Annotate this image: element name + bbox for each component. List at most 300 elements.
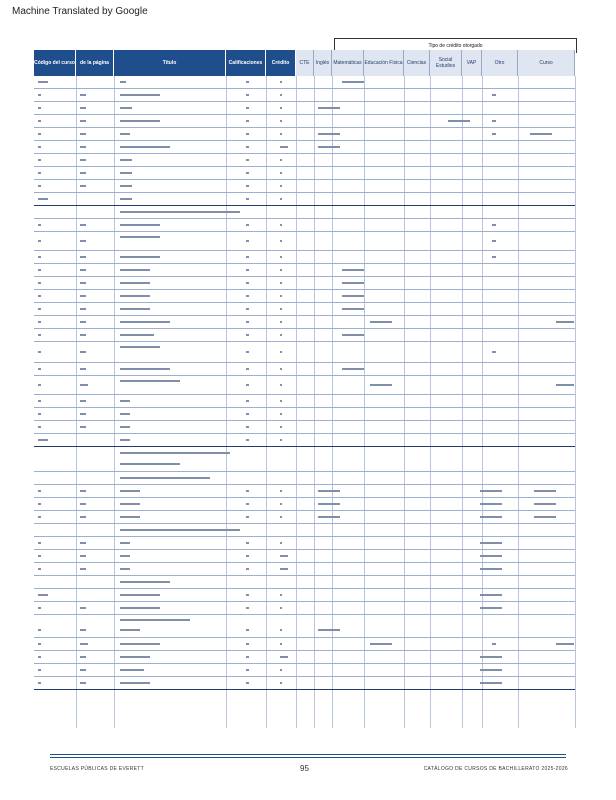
page-number: 95 (300, 764, 309, 773)
table-row (34, 511, 575, 524)
illegible-text-mark (120, 682, 150, 684)
illegible-text-mark (80, 120, 86, 122)
illegible-text-mark (120, 477, 210, 479)
illegible-text-mark (492, 94, 496, 96)
illegible-text-mark (246, 334, 249, 336)
illegible-text-mark (38, 308, 41, 310)
illegible-text-mark (120, 380, 180, 382)
illegible-text-mark (280, 542, 282, 544)
illegible-text-mark (246, 682, 249, 684)
section-heading-row (34, 206, 575, 219)
illegible-text-mark (280, 256, 282, 258)
illegible-text-mark (120, 198, 132, 200)
illegible-text-mark (38, 107, 41, 109)
illegible-text-mark (80, 656, 86, 658)
illegible-text-mark (38, 224, 41, 226)
illegible-text-mark (38, 426, 41, 428)
illegible-text-mark (120, 107, 132, 109)
col-ingles: Inglés (314, 50, 332, 76)
illegible-text-mark (246, 351, 249, 353)
table-row (34, 550, 575, 563)
illegible-text-mark (38, 321, 41, 323)
table-row (34, 421, 575, 434)
illegible-text-mark (246, 607, 249, 609)
illegible-text-mark (280, 503, 282, 505)
illegible-text-mark (246, 282, 249, 284)
table-row (34, 290, 575, 303)
col-vap: VAP (462, 50, 482, 76)
grid-line (575, 76, 576, 728)
illegible-text-mark (280, 133, 282, 135)
illegible-text-mark (246, 240, 249, 242)
illegible-text-mark (246, 643, 249, 645)
illegible-text-mark (120, 452, 230, 454)
col-ciencias: Ciencias (404, 50, 430, 76)
illegible-text-mark (80, 368, 86, 370)
illegible-text-mark (80, 185, 86, 187)
illegible-text-mark (120, 256, 160, 258)
illegible-text-mark (280, 682, 282, 684)
illegible-text-mark (280, 172, 282, 174)
illegible-text-mark (120, 269, 150, 271)
illegible-text-mark (120, 368, 170, 370)
illegible-text-mark (120, 607, 160, 609)
col-cte: CTE (296, 50, 314, 76)
illegible-text-mark (38, 368, 41, 370)
table-row (34, 76, 575, 89)
illegible-text-mark (280, 516, 282, 518)
illegible-text-mark (342, 269, 364, 271)
illegible-text-mark (120, 236, 160, 238)
table-row (34, 251, 575, 264)
illegible-text-mark (448, 120, 470, 122)
illegible-text-mark (80, 516, 86, 518)
table-row (34, 638, 575, 651)
illegible-text-mark (120, 439, 130, 441)
table-row (34, 651, 575, 664)
illegible-text-mark (246, 120, 249, 122)
illegible-text-mark (280, 607, 282, 609)
illegible-text-mark (246, 159, 249, 161)
illegible-text-mark (38, 656, 41, 658)
illegible-text-mark (38, 133, 41, 135)
illegible-text-mark (120, 542, 130, 544)
illegible-text-mark (280, 198, 282, 200)
illegible-text-mark (342, 368, 364, 370)
illegible-text-mark (280, 400, 282, 402)
illegible-text-mark (80, 607, 86, 609)
illegible-text-mark (480, 555, 502, 557)
illegible-text-mark (80, 334, 86, 336)
illegible-text-mark (280, 94, 282, 96)
illegible-text-mark (120, 656, 150, 658)
table-row (34, 102, 575, 115)
illegible-text-mark (246, 94, 249, 96)
illegible-text-mark (246, 542, 249, 544)
illegible-text-mark (80, 568, 86, 570)
illegible-text-mark (370, 321, 392, 323)
col-matematicas: Matemáticas (332, 50, 364, 76)
illegible-text-mark (280, 568, 288, 570)
illegible-text-mark (480, 490, 502, 492)
table-row (34, 154, 575, 167)
illegible-text-mark (246, 133, 249, 135)
illegible-text-mark (480, 594, 502, 596)
illegible-text-mark (120, 629, 140, 631)
table-row (34, 115, 575, 128)
illegible-text-mark (246, 146, 249, 148)
table-row (34, 498, 575, 511)
illegible-text-mark (280, 413, 282, 415)
illegible-text-mark (38, 120, 41, 122)
illegible-text-mark (38, 400, 41, 402)
illegible-text-mark (120, 669, 144, 671)
illegible-text-mark (120, 346, 160, 348)
illegible-text-mark (246, 321, 249, 323)
illegible-text-mark (318, 516, 340, 518)
illegible-text-mark (280, 282, 282, 284)
illegible-text-mark (120, 503, 140, 505)
illegible-text-mark (80, 224, 86, 226)
illegible-text-mark (480, 503, 502, 505)
illegible-text-mark (120, 463, 180, 465)
illegible-text-mark (280, 490, 282, 492)
illegible-text-mark (80, 426, 86, 428)
illegible-text-mark (480, 542, 502, 544)
illegible-text-mark (38, 159, 41, 161)
col-otro: Otro (482, 50, 518, 76)
illegible-text-mark (480, 516, 502, 518)
illegible-text-mark (370, 643, 392, 645)
illegible-text-mark (280, 107, 282, 109)
col-educacion-fisica: Educación Física (364, 50, 404, 76)
illegible-text-mark (80, 269, 86, 271)
illegible-text-mark (246, 669, 249, 671)
course-table (34, 28, 580, 740)
illegible-text-mark (38, 413, 41, 415)
col-curso: Curso (518, 50, 575, 76)
illegible-text-mark (120, 211, 240, 213)
illegible-text-mark (80, 682, 86, 684)
illegible-text-mark (80, 490, 86, 492)
illegible-text-mark (120, 413, 130, 415)
illegible-text-mark (280, 368, 282, 370)
col-calificaciones: Calificaciones (226, 50, 266, 76)
illegible-text-mark (280, 629, 282, 631)
illegible-text-mark (492, 133, 496, 135)
illegible-text-mark (80, 542, 86, 544)
illegible-text-mark (38, 185, 41, 187)
illegible-text-mark (38, 643, 41, 645)
illegible-text-mark (246, 426, 249, 428)
illegible-text-mark (246, 629, 249, 631)
illegible-text-mark (280, 321, 282, 323)
illegible-text-mark (370, 384, 392, 386)
illegible-text-mark (480, 656, 502, 658)
illegible-text-mark (120, 81, 126, 83)
illegible-text-mark (246, 308, 249, 310)
illegible-text-mark (120, 516, 140, 518)
table-row (34, 677, 575, 690)
table-row (34, 408, 575, 421)
illegible-text-mark (120, 120, 160, 122)
illegible-text-mark (246, 594, 249, 596)
credit-type-group-header: Tipo de crédito otorgado (334, 38, 577, 53)
illegible-text-mark (280, 384, 282, 386)
illegible-text-mark (280, 224, 282, 226)
illegible-text-mark (246, 185, 249, 187)
illegible-text-mark (80, 256, 86, 258)
illegible-text-mark (492, 224, 496, 226)
illegible-text-mark (120, 581, 170, 583)
illegible-text-mark (38, 351, 41, 353)
illegible-text-mark (38, 594, 48, 596)
col-titulo: Título (114, 50, 226, 76)
illegible-text-mark (318, 490, 340, 492)
illegible-text-mark (38, 503, 41, 505)
illegible-text-mark (246, 198, 249, 200)
illegible-text-mark (80, 351, 86, 353)
illegible-text-mark (120, 334, 154, 336)
footer-rule (50, 754, 566, 755)
illegible-text-mark (280, 351, 282, 353)
footer-rule (50, 757, 566, 758)
illegible-text-mark (120, 619, 190, 621)
table-row (34, 589, 575, 602)
illegible-text-mark (80, 321, 86, 323)
illegible-text-mark (38, 439, 48, 441)
illegible-text-mark (318, 629, 340, 631)
col-pagina: de la página (76, 50, 114, 76)
illegible-text-mark (80, 159, 86, 161)
illegible-text-mark (342, 295, 364, 297)
illegible-text-mark (38, 490, 41, 492)
illegible-text-mark (280, 308, 282, 310)
illegible-text-mark (80, 107, 86, 109)
illegible-text-mark (120, 133, 130, 135)
illegible-text-mark (38, 295, 41, 297)
illegible-text-mark (280, 120, 282, 122)
illegible-text-mark (38, 269, 41, 271)
machine-translated-banner: Machine Translated by Google (12, 6, 148, 17)
table-row (34, 219, 575, 232)
illegible-text-mark (280, 269, 282, 271)
illegible-text-mark (120, 643, 160, 645)
table-row (34, 89, 575, 102)
illegible-text-mark (80, 308, 86, 310)
illegible-text-mark (80, 282, 86, 284)
illegible-text-mark (246, 516, 249, 518)
table-row (34, 316, 575, 329)
illegible-text-mark (556, 384, 574, 386)
illegible-text-mark (120, 146, 170, 148)
col-codigo: Código del curso (34, 50, 76, 76)
illegible-text-mark (120, 426, 130, 428)
illegible-text-mark (280, 146, 288, 148)
illegible-text-mark (492, 120, 496, 122)
table-row (34, 232, 575, 251)
illegible-text-mark (38, 384, 41, 386)
illegible-text-mark (120, 400, 130, 402)
illegible-text-mark (280, 669, 282, 671)
illegible-text-mark (280, 656, 288, 658)
section-heading-row (34, 615, 575, 638)
illegible-text-mark (280, 555, 288, 557)
footer-catalog-title: CATÁLOGO DE CURSOS DE BACHILLERATO 2025-2026 (423, 766, 568, 772)
illegible-text-mark (246, 555, 249, 557)
illegible-text-mark (342, 308, 364, 310)
illegible-text-mark (38, 516, 41, 518)
table-row (34, 277, 575, 290)
illegible-text-mark (38, 146, 41, 148)
col-social-estudios: Social Estudios (430, 50, 462, 76)
illegible-text-mark (318, 107, 340, 109)
illegible-text-mark (246, 413, 249, 415)
table-row (34, 664, 575, 677)
illegible-text-mark (246, 81, 249, 83)
illegible-text-mark (120, 159, 132, 161)
table-row (34, 434, 575, 447)
illegible-text-mark (280, 295, 282, 297)
table-row (34, 342, 575, 363)
illegible-text-mark (492, 256, 496, 258)
illegible-text-mark (38, 334, 41, 336)
illegible-text-mark (318, 146, 340, 148)
illegible-text-mark (480, 669, 502, 671)
table-row (34, 563, 575, 576)
illegible-text-mark (80, 146, 86, 148)
illegible-text-mark (246, 490, 249, 492)
illegible-text-mark (534, 503, 556, 505)
illegible-text-mark (280, 159, 282, 161)
table-row (34, 395, 575, 408)
section-heading-row (34, 472, 575, 485)
illegible-text-mark (556, 643, 574, 645)
illegible-text-mark (38, 682, 41, 684)
illegible-text-mark (80, 669, 86, 671)
illegible-text-mark (530, 133, 552, 135)
illegible-text-mark (534, 516, 556, 518)
illegible-text-mark (280, 439, 282, 441)
table-row (34, 167, 575, 180)
illegible-text-mark (120, 295, 150, 297)
illegible-text-mark (280, 240, 282, 242)
illegible-text-mark (38, 94, 41, 96)
illegible-text-mark (120, 94, 160, 96)
illegible-text-mark (80, 172, 86, 174)
illegible-text-mark (246, 172, 249, 174)
illegible-text-mark (80, 503, 86, 505)
illegible-text-mark (246, 439, 249, 441)
illegible-text-mark (246, 656, 249, 658)
illegible-text-mark (80, 413, 86, 415)
illegible-text-mark (38, 198, 48, 200)
illegible-text-mark (318, 133, 340, 135)
section-heading-row (34, 447, 575, 472)
illegible-text-mark (120, 594, 160, 596)
illegible-text-mark (342, 334, 364, 336)
illegible-text-mark (80, 400, 86, 402)
illegible-text-mark (80, 384, 88, 386)
illegible-text-mark (246, 269, 249, 271)
illegible-text-mark (38, 81, 48, 83)
illegible-text-mark (80, 629, 86, 631)
illegible-text-mark (38, 568, 41, 570)
table-row (34, 141, 575, 154)
table-row (34, 537, 575, 550)
illegible-text-mark (246, 368, 249, 370)
table-row (34, 128, 575, 141)
illegible-text-mark (480, 568, 502, 570)
illegible-text-mark (38, 555, 41, 557)
illegible-text-mark (120, 490, 140, 492)
table-row (34, 602, 575, 615)
illegible-text-mark (280, 81, 282, 83)
illegible-text-mark (534, 490, 556, 492)
illegible-text-mark (80, 94, 86, 96)
illegible-text-mark (246, 568, 249, 570)
table-row (34, 485, 575, 498)
illegible-text-mark (38, 669, 41, 671)
illegible-text-mark (120, 555, 130, 557)
illegible-text-mark (120, 185, 132, 187)
illegible-text-mark (80, 240, 86, 242)
illegible-text-mark (280, 185, 282, 187)
table-body (34, 76, 575, 690)
illegible-text-mark (38, 542, 41, 544)
table-row (34, 264, 575, 277)
footer-district: ESCUELAS PÚBLICAS DE EVERETT (50, 766, 144, 772)
illegible-text-mark (480, 607, 502, 609)
table-row (34, 193, 575, 206)
illegible-text-mark (280, 594, 282, 596)
illegible-text-mark (492, 351, 496, 353)
illegible-text-mark (80, 555, 86, 557)
table-row (34, 376, 575, 395)
illegible-text-mark (120, 308, 150, 310)
illegible-text-mark (120, 321, 170, 323)
illegible-text-mark (120, 568, 130, 570)
illegible-text-mark (280, 334, 282, 336)
illegible-text-mark (38, 282, 41, 284)
illegible-text-mark (38, 240, 41, 242)
illegible-text-mark (556, 321, 574, 323)
illegible-text-mark (492, 240, 496, 242)
illegible-text-mark (38, 172, 41, 174)
illegible-text-mark (38, 256, 41, 258)
illegible-text-mark (246, 295, 249, 297)
illegible-text-mark (342, 282, 364, 284)
illegible-text-mark (246, 107, 249, 109)
table-row (34, 303, 575, 316)
illegible-text-mark (120, 172, 132, 174)
illegible-text-mark (246, 400, 249, 402)
illegible-text-mark (120, 282, 150, 284)
illegible-text-mark (280, 643, 282, 645)
illegible-text-mark (246, 384, 249, 386)
illegible-text-mark (38, 607, 41, 609)
table-row (34, 363, 575, 376)
illegible-text-mark (246, 256, 249, 258)
col-credito: Crédito (266, 50, 296, 76)
illegible-text-mark (492, 643, 496, 645)
illegible-text-mark (80, 133, 86, 135)
illegible-text-mark (480, 682, 502, 684)
illegible-text-mark (246, 503, 249, 505)
illegible-text-mark (80, 295, 86, 297)
illegible-text-mark (38, 629, 41, 631)
illegible-text-mark (120, 224, 160, 226)
